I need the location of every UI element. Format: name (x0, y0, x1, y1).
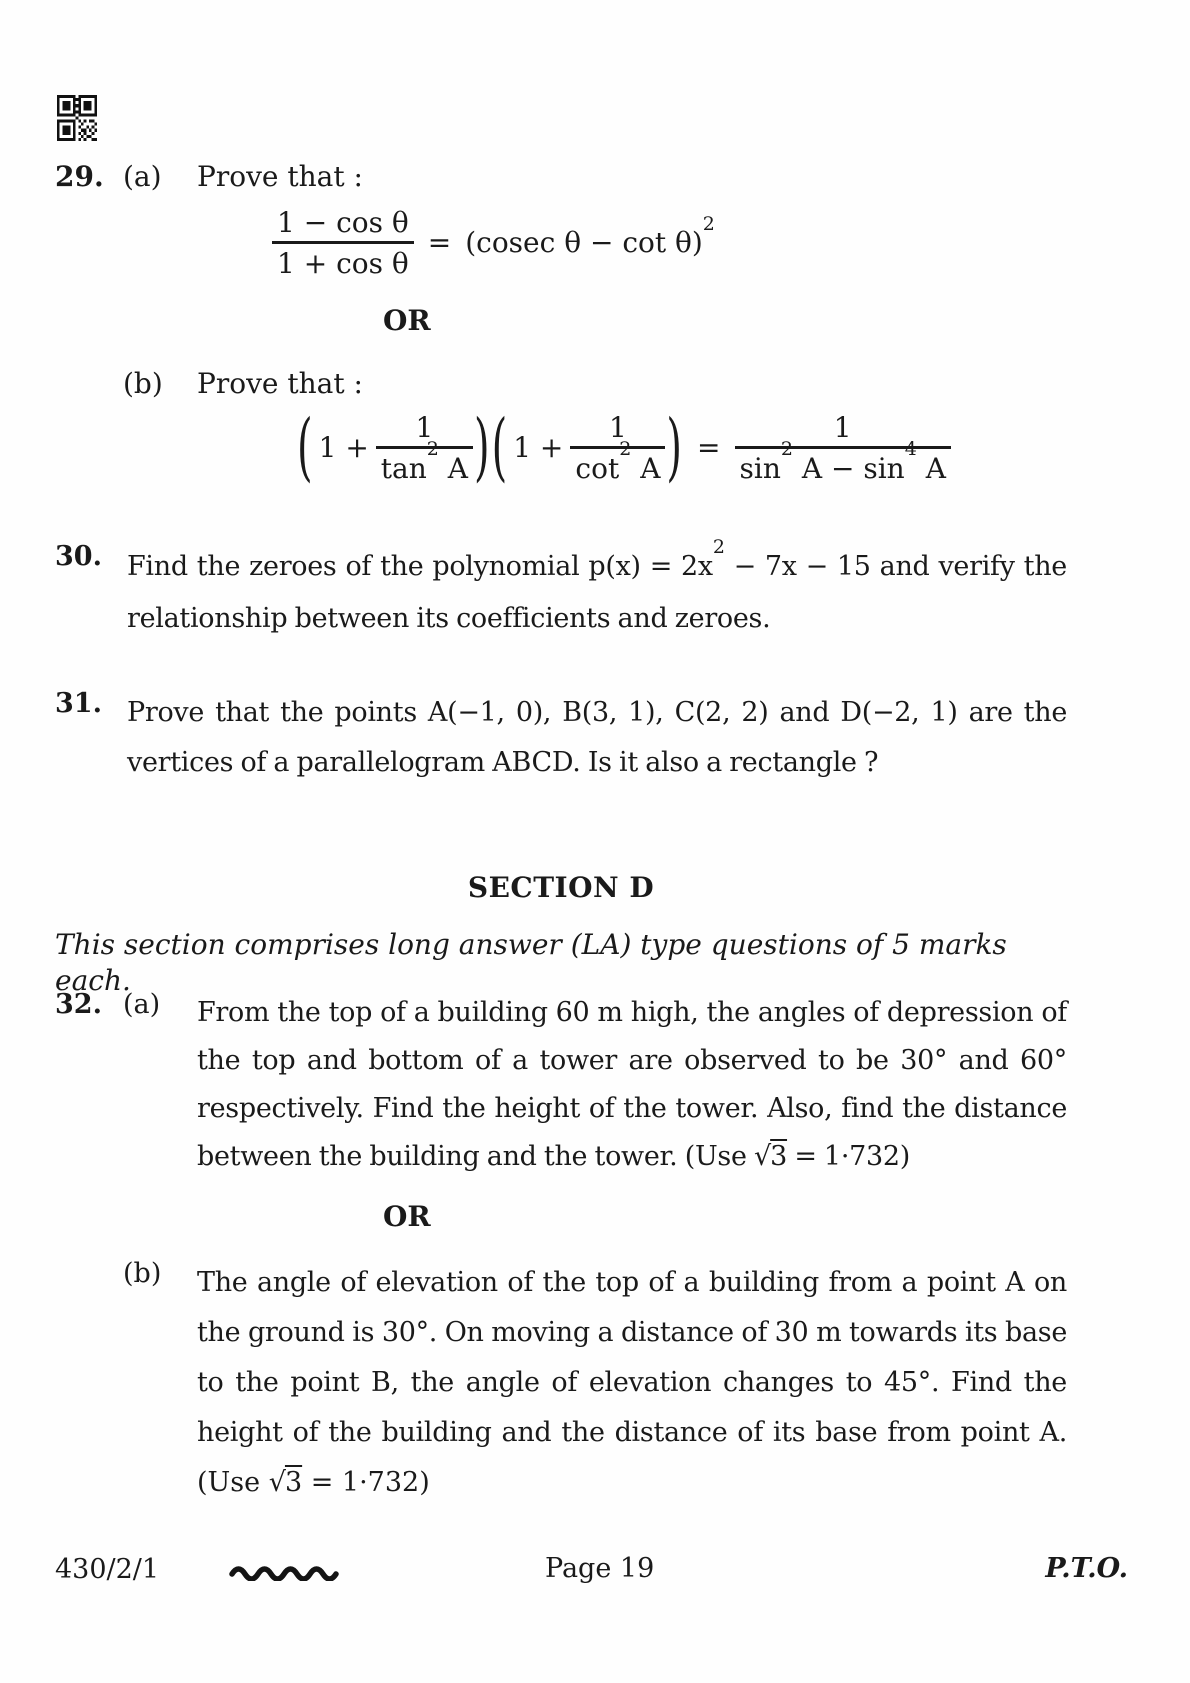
or-separator-29: OR (383, 304, 431, 337)
rhs-29a-base: (cosec θ − cot θ) (465, 226, 703, 260)
equals-sign-29b: = (697, 431, 721, 465)
fraction-29a (272, 206, 414, 280)
question-32a-text-part1: From the top of a building 60 m high, the angles of depression of the top and bottom of a tower are observed to be 30° and 60° respectively. Find the height of the tower. Also, find the distance between the building and the tower. (Use (197, 997, 1067, 1172)
cot-argument: A (631, 451, 661, 485)
close-paren-icon: ) (474, 405, 490, 491)
question-29b-heading (123, 367, 363, 401)
rhs-29a (465, 212, 715, 260)
question-31-text: Prove that the points A(−1, 0), B(3, 1), C(2, 2) and D(−2, 1) are the vertices of a parallelogram ABCD. Is it also a rectangle ? (127, 697, 1067, 778)
question-29-number: 29. (55, 160, 104, 193)
sqrt-icon: √ (268, 1467, 285, 1498)
question-30-text (127, 536, 1067, 645)
use-suffix: = 1·732) (302, 1467, 430, 1498)
question-30-text-part1: Find the zeroes of the polynomial p(x) = 2x (127, 551, 713, 582)
fraction-tan-denominator (376, 438, 473, 485)
question-29-heading (55, 160, 363, 194)
question-31-number: 31. (55, 688, 102, 719)
sin-exponent-2: 4 (904, 438, 917, 461)
fraction-29a-bar (272, 241, 414, 244)
pto-label: P.T.O. (1045, 1553, 1128, 1584)
factor-2-pre: 1 + (513, 431, 564, 465)
sqrt-icon: √ (753, 1141, 771, 1172)
fraction-29a-denominator: 1 + cos θ (277, 246, 409, 280)
fraction-rhs-denominator (735, 438, 951, 485)
or-separator-32: OR (383, 1200, 431, 1233)
section-d-title: SECTION D (467, 871, 655, 904)
factor-2 (491, 405, 683, 491)
question-32-number: 32. (55, 989, 102, 1020)
fraction-tan (376, 411, 473, 485)
factor-1 (296, 405, 491, 491)
question-32b-text (197, 1258, 1067, 1508)
question-32b-use-line (197, 1458, 1067, 1508)
fraction-cot (570, 411, 665, 485)
fraction-cot-denominator (570, 438, 665, 485)
factor-1-pre: 1 + (318, 431, 369, 465)
sin-argument: A (916, 451, 946, 485)
sin-base-2: A − sin (792, 451, 905, 485)
qr-code (57, 95, 97, 141)
paper-code: 430/2/1 (55, 1554, 160, 1585)
sin-exponent-1: 2 (780, 438, 793, 461)
sqrt-radicand: 3 (770, 1141, 788, 1172)
rhs-29a-exponent: 2 (702, 212, 715, 235)
formula-29a (272, 206, 715, 280)
question-30-number: 30. (55, 541, 102, 572)
question-32a-part-label: (a) (123, 989, 161, 1020)
fraction-tan-numerator: 1 (415, 411, 434, 444)
question-32a-text (197, 989, 1067, 1181)
open-paren-icon: ( (491, 405, 508, 491)
question-32b (55, 1258, 1067, 1508)
fraction-cot-numerator: 1 (609, 411, 627, 444)
question-29a-part-label: (a) (123, 160, 162, 193)
question-29b-prompt: Prove that : (197, 367, 363, 400)
close-paren-icon: ) (666, 405, 683, 491)
question-31 (55, 688, 1067, 788)
sqrt-radicand: 3 (284, 1467, 303, 1498)
sin-base-1: sin (739, 451, 781, 485)
use-prefix: (Use (197, 1467, 269, 1498)
section-d-description: This section comprises long answer (LA) type questions of 5 marks each. (55, 928, 1007, 997)
question-32a (55, 989, 1067, 1181)
formula-29b (296, 405, 951, 491)
fraction-cot-bar (570, 446, 665, 449)
fraction-29a-numerator: 1 − cos θ (277, 206, 409, 239)
tan-exponent: 2 (426, 438, 439, 461)
fraction-rhs-29b (735, 411, 951, 485)
fraction-rhs-bar (735, 446, 951, 449)
squiggle-mark (228, 1563, 340, 1581)
question-32b-main-text: The angle of elevation of the top of a building from a point A on the ground is 30°. On moving a distance of 30 m towards its base to the point B, the angle of elevation changes to 45°. Find the height of the building and the distance of its base from point A. (197, 1267, 1067, 1448)
question-32a-text-part2: = 1·732) (787, 1141, 910, 1172)
open-paren-icon: ( (297, 405, 313, 491)
cot-exponent: 2 (619, 438, 632, 461)
x-squared-exponent: 2 (712, 536, 725, 558)
question-32b-part-label: (b) (123, 1258, 162, 1289)
question-30 (55, 536, 1067, 645)
tan-argument: A (438, 451, 468, 485)
question-29b-part-label: (b) (123, 367, 163, 400)
fraction-tan-bar (376, 446, 473, 449)
question-29a-prompt: Prove that : (197, 160, 363, 193)
page-number: Page 19 (545, 1553, 655, 1584)
fraction-rhs-numerator: 1 (833, 411, 852, 444)
tan-base: tan (380, 451, 427, 485)
cot-base: cot (575, 451, 620, 485)
equals-sign-29a: = (427, 226, 452, 260)
question-30-text-part2: − 7x − 15 and verify the relationship between its coefficients and zeroes. (127, 551, 1067, 634)
